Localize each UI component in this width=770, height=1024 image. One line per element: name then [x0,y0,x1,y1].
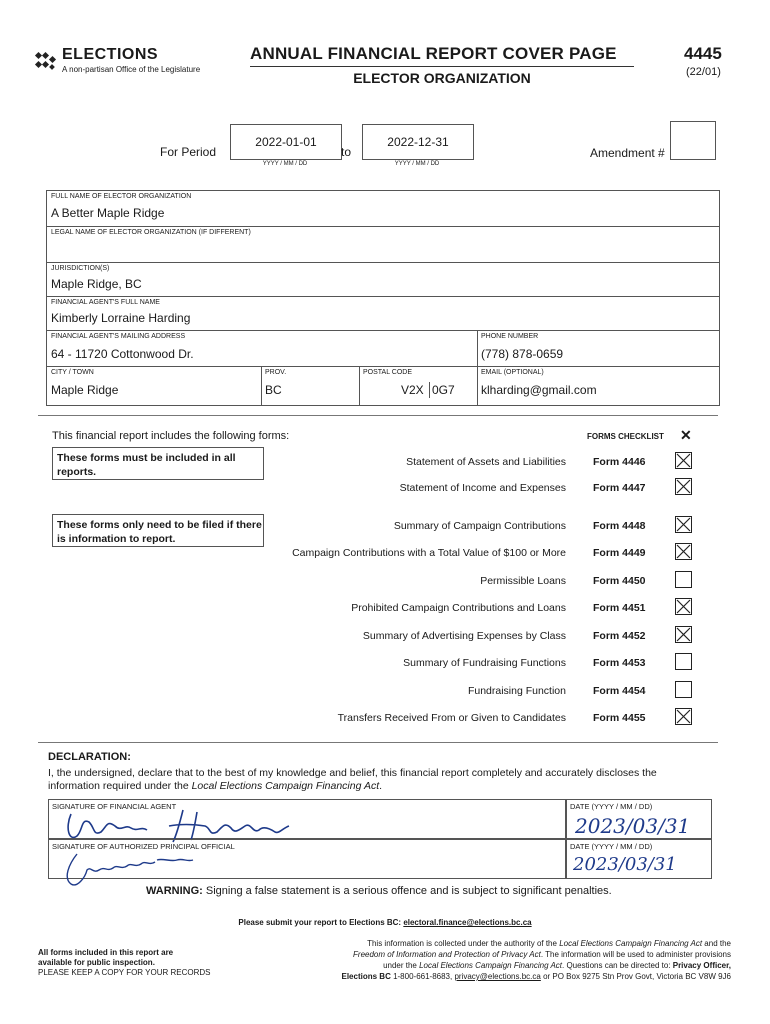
field-label: DATE (YYYY / MM / DD) [570,802,653,811]
amendment-label: Amendment # [590,146,665,160]
postal-code-part: V2X [401,383,424,397]
submit-instructions [0,918,770,927]
page-title: ANNUAL FINANCIAL REPORT COVER PAGE [250,44,617,63]
period-label: For Period [160,145,217,159]
checkbox-x-icon [676,453,691,468]
act-name: Local Elections Campaign Financing Act [191,780,380,792]
checkbox-x-icon [676,627,691,642]
field-label: SIGNATURE OF FINANCIAL AGENT [52,802,177,811]
period-to-label: to [341,145,352,159]
form-checkbox[interactable] [675,452,692,469]
form-checkbox[interactable] [675,543,692,560]
field-label: LEGAL NAME OF ELECTOR ORGANIZATION (IF DIFFERENT) [51,229,251,236]
checkbox-x-icon [676,479,691,494]
field-label: CITY / TOWN [51,369,94,376]
note-line: PLEASE KEEP A COPY FOR YOUR RECORDS [38,968,211,977]
form-item-number: Form 4447 [593,482,646,494]
submit-text: Please submit your report to Elections BC: [238,918,404,927]
period-end-field[interactable]: 2022-12-31 [362,124,474,160]
warning-text [146,885,612,897]
field-value: klharding@gmail.com [481,383,597,397]
notice-part: or PO Box 9275 Stn Prov Govt, Victoria BC V8W 9J6 [540,972,731,981]
declaration-text-part: . [379,780,383,792]
page-subtitle: ELECTOR ORGANIZATION [353,70,531,86]
submit-email-link[interactable]: electoral.finance@elections.bc.ca [403,918,532,927]
form-item-name: Summary of Campaign Contributions [393,520,566,532]
form-item-number: Form 4455 [593,712,646,724]
jurisdiction-field[interactable] [47,263,719,297]
checkbox-x-icon [676,599,691,614]
field-label: FINANCIAL AGENT'S FULL NAME [51,299,160,306]
form-checkbox[interactable] [675,571,692,588]
declaration-text [48,767,698,793]
field-label: PROV. [265,369,287,376]
declaration-heading: DECLARATION: [48,751,131,763]
organization-info-section [46,190,720,406]
field-value: (778) 878-0659 [481,347,564,361]
field-value: Maple Ridge [51,383,119,397]
official-signature-icon [57,848,217,888]
forms-intro: This financial report includes the following forms: [52,430,290,442]
form-checkbox[interactable] [675,708,692,725]
notice-act: Local Elections Campaign Financing Act [559,939,703,948]
form-checkbox[interactable] [675,681,692,698]
warning-label: WARNING: [146,885,203,897]
period-start-field[interactable]: 2022-01-01 [230,124,342,160]
form-number: 4445 [684,44,722,63]
field-label: FULL NAME OF ELECTOR ORGANIZATION [51,193,192,200]
postal-divider [429,382,430,398]
optional-forms-text: These forms only need to be filed if there is information to report. [57,519,262,545]
org-subtitle: A non-partisan Office of the Legislature [62,65,201,74]
province-field[interactable] [261,367,359,405]
checkbox-x-icon [676,517,691,532]
form-version: (22/01) [686,66,721,78]
form-item-number: Form 4454 [593,685,646,697]
field-label: FINANCIAL AGENT'S MAILING ADDRESS [51,333,186,340]
elections-logo-icon [34,50,60,72]
note-line: All forms included in this report are [38,948,174,957]
field-label: DATE (YYYY / MM / DD) [570,842,653,851]
field-value: Kimberly Lorraine Harding [51,311,191,325]
field-value: BC [265,383,282,397]
field-value: A Better Maple Ridge [51,206,165,220]
privacy-notice [300,938,731,982]
form-checkbox[interactable] [675,598,692,615]
notice-org: Elections BC [341,972,391,981]
notice-officer: Privacy Officer, [672,961,731,970]
postal-code-part: 0G7 [432,383,455,397]
notice-act: Freedom of Information and Protection of Privacy Act [353,950,541,959]
notice-part: . The information will be used to administer provisions [540,950,731,959]
form-item-number: Form 4448 [593,520,646,532]
agent-signature-field[interactable] [48,799,566,839]
email-field[interactable] [477,367,719,405]
official-date-field[interactable] [566,839,712,879]
form-checkbox[interactable] [675,478,692,495]
notice-part: . Questions can be directed to: [562,961,673,970]
required-forms-note [52,447,264,480]
field-label: SIGNATURE OF AUTHORIZED PRINCIPAL OFFICIAL [52,842,235,851]
date-format-hint: YYYY / MM / DD [394,161,440,167]
notice-part: and the [702,939,731,948]
field-label: PHONE NUMBER [481,333,539,340]
privacy-email-link[interactable]: privacy@elections.bc.ca [454,972,541,981]
agent-date-value: 2023/03/31 [575,814,691,838]
forms-checklist-section [38,415,718,741]
form-checkbox[interactable] [675,653,692,670]
field-label: POSTAL CODE [363,369,413,376]
legal-name-field[interactable] [47,227,719,263]
field-label: JURISDICTION(S) [51,265,110,272]
public-inspection-note [38,948,211,978]
full-name-field[interactable] [47,191,719,227]
form-item-name: Prohibited Campaign Contributions and Loans [351,602,566,614]
checkbox-x-icon [676,709,691,724]
form-item-name: Transfers Received From or Given to Candidates [337,712,566,724]
form-item-number: Form 4453 [593,657,646,669]
agent-name-field[interactable] [47,297,719,331]
form-item-name: Summary of Fundraising Functions [403,657,566,669]
declaration-text-part: I, the undersigned, declare that to the best of my knowledge and belief, this financial report completely and accurately discloses the information required under the [48,767,657,792]
notice-act: Local Elections Campaign Financing Act [419,961,562,970]
agent-date-field[interactable] [566,799,712,839]
form-item-name: Fundraising Function [467,685,566,697]
checklist-heading: FORMS CHECKLIST [587,432,664,441]
warning-body: Signing a false statement is a serious offence and is subject to significant penalties. [202,885,612,897]
declaration-section [38,742,718,909]
official-signature-field[interactable] [48,839,566,879]
checklist-x-icon: ✕ [680,427,692,443]
amendment-field[interactable] [670,121,716,160]
date-format-hint: YYYY / MM / DD [262,161,308,167]
address-field[interactable] [47,331,477,367]
title-divider [250,66,634,67]
notice-part: under the [383,961,420,970]
form-item-number: Form 4446 [593,456,646,468]
form-item-name: Permissible Loans [480,575,566,587]
note-line: available for public inspection. [38,958,155,967]
phone-field[interactable] [477,331,719,367]
form-item-name: Statement of Income and Expenses [399,482,566,494]
checkbox-x-icon [676,544,691,559]
form-item-number: Form 4449 [593,547,646,559]
notice-part: This information is collected under the authority of the [367,939,560,948]
form-item-number: Form 4451 [593,602,646,614]
optional-forms-note [52,514,264,547]
form-item-number: Form 4450 [593,575,646,587]
city-field[interactable] [47,367,261,405]
notice-part: 1-800-661-8683, [390,972,455,981]
field-label: EMAIL (OPTIONAL) [481,369,544,376]
form-item-name: Summary of Advertising Expenses by Class [362,630,566,642]
form-item-number: Form 4452 [593,630,646,642]
official-date-value: 2023/03/31 [573,854,677,875]
field-value: Maple Ridge, BC [51,277,142,291]
field-value: 64 - 11720 Cottonwood Dr. [51,347,194,361]
postal-code-field[interactable] [359,367,477,405]
form-checkbox[interactable] [675,516,692,533]
required-forms-text: These forms must be included in all reports. [57,452,236,478]
form-item-name: Statement of Assets and Liabilities [406,456,566,468]
form-checkbox[interactable] [675,626,692,643]
form-item-name: Campaign Contributions with a Total Value of $100 or More [292,547,566,559]
org-name: ELECTIONS [62,46,159,63]
